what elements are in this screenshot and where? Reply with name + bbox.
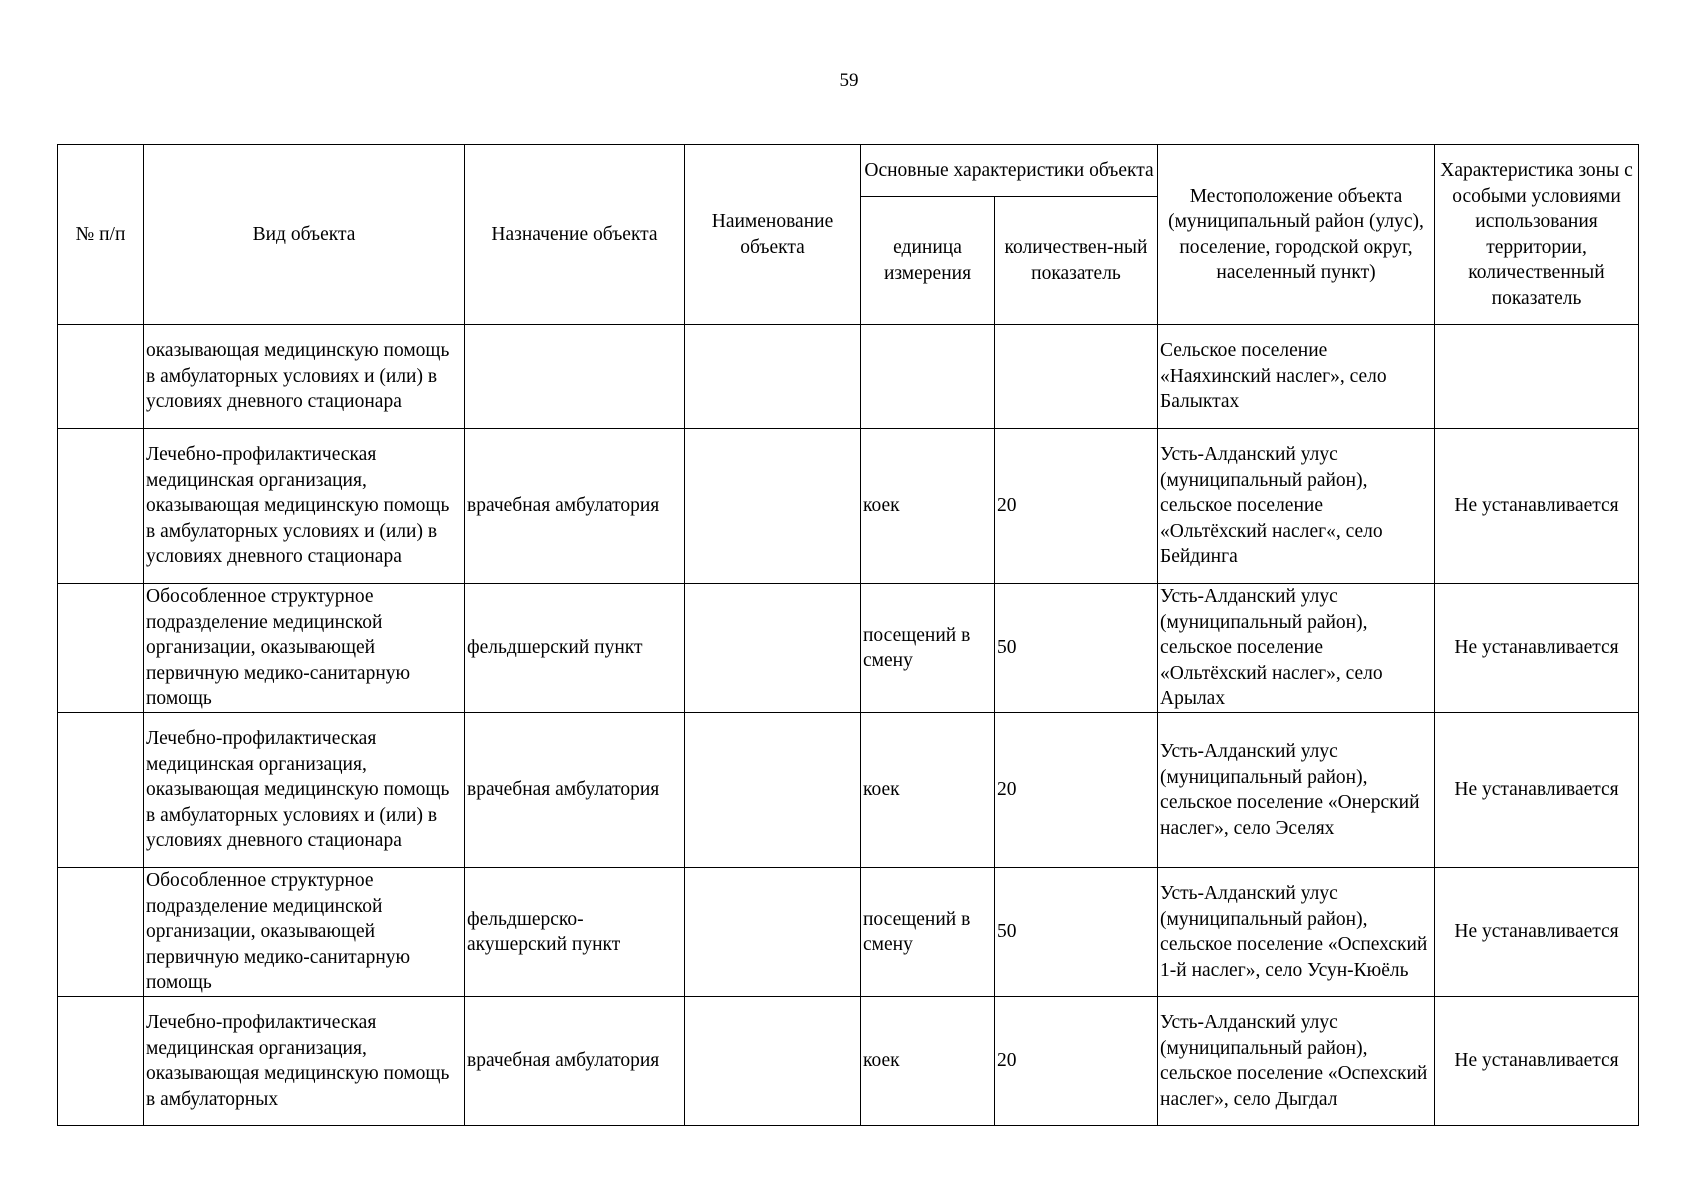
cell-purpose [465, 325, 685, 429]
cell-object-name [685, 325, 861, 429]
cell-no [58, 997, 144, 1126]
cell-object-type: оказывающая медицинскую помощь в амбулаторных условиях и (или) в условиях дневного стационара [144, 325, 465, 429]
cell-no [58, 325, 144, 429]
cell-purpose: фельдшерский пункт [465, 584, 685, 713]
header-object-name: Наименование объекта [685, 145, 861, 325]
header-location: Местоположение объекта (муниципальный район (улус), поселение, городской округ, населенный пункт) [1158, 145, 1435, 325]
table-row [58, 868, 1639, 997]
cell-purpose: врачебная амбулатория [465, 429, 685, 584]
cell-quantity: 50 [995, 584, 1158, 713]
table-row [58, 584, 1639, 713]
cell-purpose: фельдшерско-акушерский пункт [465, 868, 685, 997]
cell-object-type: Лечебно-профилактическая медицинская организация, оказывающая медицинскую помощь в амбулаторных условиях и (или) в условиях дневного стационара [144, 713, 465, 868]
cell-location: Усть-Алданский улус (муниципальный район), сельское поселение «Онерский наслег», село Эселях [1158, 713, 1435, 868]
cell-unit: посещений в смену [861, 584, 995, 713]
page-number: 59 [839, 70, 859, 91]
cell-object-type: Обособленное структурное подразделение медицинской организации, оказывающей первичную медико-санитарную помощь [144, 584, 465, 713]
header-zone: Характеристика зоны с особыми условиями использования территории, количественный показатель [1435, 145, 1639, 325]
cell-quantity: 50 [995, 868, 1158, 997]
header-object-type: Вид объекта [144, 145, 465, 325]
cell-no [58, 429, 144, 584]
cell-no [58, 584, 144, 713]
cell-unit: коек [861, 997, 995, 1126]
cell-object-name [685, 429, 861, 584]
cell-quantity: 20 [995, 429, 1158, 584]
table-row [58, 325, 1639, 429]
header-no: № п/п [58, 145, 144, 325]
table-row [58, 429, 1639, 584]
cell-zone: Не устанавливается [1435, 997, 1639, 1126]
cell-zone: Не устанавливается [1435, 429, 1639, 584]
header-quantity: количествен-ный показатель [995, 197, 1158, 325]
cell-zone: Не устанавливается [1435, 713, 1639, 868]
header-purpose: Назначение объекта [465, 145, 685, 325]
cell-location: Усть-Алданский улус (муниципальный район), сельское поселение «Оспехский 1-й наслег», село Усун-Кюёль [1158, 868, 1435, 997]
cell-zone [1435, 325, 1639, 429]
header-main-characteristics: Основные характеристики объекта [861, 145, 1158, 197]
cell-zone: Не устанавливается [1435, 868, 1639, 997]
cell-unit: коек [861, 713, 995, 868]
cell-object-name [685, 584, 861, 713]
cell-object-name [685, 997, 861, 1126]
cell-unit: коек [861, 429, 995, 584]
cell-location: Усть-Алданский улус (муниципальный район), сельское поселение «Ольтёхский наслег», село Арылах [1158, 584, 1435, 713]
table-row [58, 713, 1639, 868]
cell-unit: посещений в смену [861, 868, 995, 997]
cell-object-type: Лечебно-профилактическая медицинская организация, оказывающая медицинскую помощь в амбулаторных условиях и (или) в условиях дневного стационара [144, 429, 465, 584]
cell-no [58, 713, 144, 868]
cell-quantity [995, 325, 1158, 429]
header-unit: единица измерения [861, 197, 995, 325]
cell-no [58, 868, 144, 997]
cell-object-type: Обособленное структурное подразделение медицинской организации, оказывающей первичную медико-санитарную помощь [144, 868, 465, 997]
cell-zone: Не устанавливается [1435, 584, 1639, 713]
cell-purpose: врачебная амбулатория [465, 997, 685, 1126]
cell-purpose: врачебная амбулатория [465, 713, 685, 868]
cell-location: Усть-Алданский улус (муниципальный район), сельское поселение «Ольтёхский наслег«, село Бейдинга [1158, 429, 1435, 584]
objects-table [57, 144, 1639, 1126]
cell-location: Усть-Алданский улус (муниципальный район), сельское поселение «Оспехский наслег», село Дыгдал [1158, 997, 1435, 1126]
cell-object-name [685, 713, 861, 868]
cell-unit [861, 325, 995, 429]
cell-object-name [685, 868, 861, 997]
table-row [58, 997, 1639, 1126]
cell-quantity: 20 [995, 997, 1158, 1126]
cell-location: Сельское поселение «Наяхинский наслег», село Балыктах [1158, 325, 1435, 429]
cell-quantity: 20 [995, 713, 1158, 868]
cell-object-type: Лечебно-профилактическая медицинская организация, оказывающая медицинскую помощь в амбулаторных [144, 997, 465, 1126]
